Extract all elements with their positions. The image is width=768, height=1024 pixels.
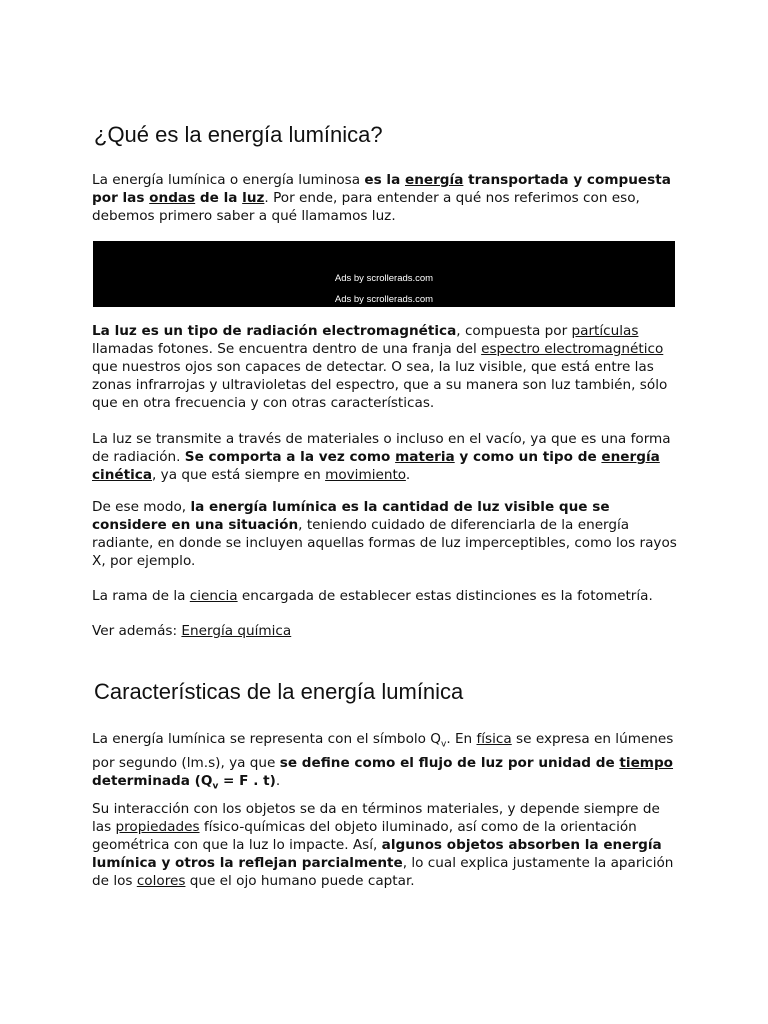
paragraph-text: . xyxy=(275,772,281,789)
paragraph-text: encargada de establecer estas distinciones es la fotometría. xyxy=(237,588,653,604)
paragraph-radiation xyxy=(92,322,682,412)
bold-text: transportada y compuesta por las xyxy=(92,172,671,206)
section-heading-caracteristicas: Características de la energía lumínica xyxy=(94,679,464,704)
paragraph-text: , teniendo cuidado de diferenciarla de la energía radiante, en donde se incluyen aquellas formas de luz imperceptibles, como los rayos X, por ejemplo. xyxy=(92,517,677,569)
link-espectro-electromagnetico[interactable]: espectro electromagnético xyxy=(481,341,664,357)
paragraph-text: físico-químicas del objeto iluminado, así como de la orientación geométrica con que la luz lo impacte. Así, xyxy=(92,819,637,853)
link-energia[interactable]: energía xyxy=(404,172,464,188)
paragraph-text: La energía lumínica o energía luminosa xyxy=(92,172,365,188)
link-ondas[interactable]: ondas xyxy=(149,190,196,206)
bold-text: Se comporta a la vez como xyxy=(184,449,396,465)
subscript-v: v xyxy=(212,781,219,792)
section-heading-que-es: ¿Qué es la energía lumínica? xyxy=(94,122,383,147)
paragraph-text: La luz se transmite a través de materiales o incluso en el vacío, ya que es una forma de radiación. xyxy=(92,431,671,465)
paragraph-definition xyxy=(92,171,682,225)
paragraph-text: Ver además: xyxy=(92,623,182,639)
link-colores[interactable]: colores xyxy=(136,873,186,889)
bold-text: y como un tipo de xyxy=(454,449,602,465)
paragraph-text: , lo cual explica justamente la aparición de los xyxy=(92,855,674,889)
link-fisica[interactable]: física xyxy=(476,731,512,747)
paragraph-text: que nuestros ojos son capaces de detectar. O sea, la luz visible, que está entre las zonas infrarrojas y ultravioletas del espectro, que a su manera son luz también, sólo que en otra frecuencia y con otras características. xyxy=(92,359,668,411)
paragraph-see-also xyxy=(92,622,682,640)
link-materia[interactable]: materia xyxy=(395,449,455,465)
bold-text: algunos objetos absorben la energía lumínica y otros la reflejan parcialmente xyxy=(92,837,662,871)
paragraph-text: . xyxy=(405,467,411,483)
paragraph-symbol xyxy=(92,730,682,795)
link-tiempo[interactable]: tiempo xyxy=(619,754,674,771)
bold-text: determinada (Q xyxy=(92,772,213,789)
paragraph-text: que el ojo humano puede captar. xyxy=(185,873,415,889)
paragraph-text: se expresa en lúmenes por segundo (lm.s), ya que xyxy=(92,731,674,771)
paragraph-interaction xyxy=(92,800,682,890)
bold-text: La luz es un tipo de radiación electromagnética xyxy=(92,323,457,339)
paragraph-text: , ya que está siempre en xyxy=(152,467,326,483)
link-luz[interactable]: luz xyxy=(242,190,265,206)
paragraph-text: llamadas fotones. Se encuentra dentro de una franja del xyxy=(92,341,482,357)
paragraph-text: , compuesta por xyxy=(456,323,572,339)
ad-banner[interactable] xyxy=(93,241,675,307)
paragraph-text: . Por ende, para entender a qué nos referimos con eso, debemos primero saber a qué llamamos luz. xyxy=(92,190,640,224)
link-ciencia[interactable]: ciencia xyxy=(189,588,238,604)
link-energia-quimica[interactable]: Energía química xyxy=(181,623,292,639)
link-propiedades[interactable]: propiedades xyxy=(115,819,200,835)
paragraph-text: La energía lumínica se representa con el símbolo Q xyxy=(92,731,441,747)
paragraph-text: La rama de la xyxy=(92,588,190,604)
ad-label: Ads by scrollerads.com xyxy=(334,273,434,284)
paragraph-text: De ese modo, xyxy=(92,499,191,515)
bold-text: de la xyxy=(195,190,243,206)
link-particulas[interactable]: partículas xyxy=(571,323,639,339)
bold-text: se define como el flujo de luz por unidad de xyxy=(279,754,620,771)
paragraph-text: . En xyxy=(446,731,477,747)
link-energia-cinetica[interactable]: energía cinética xyxy=(92,449,660,483)
subscript-v: v xyxy=(441,739,447,750)
ad-label: Ads by scrollerads.com xyxy=(334,294,434,305)
paragraph-quantity xyxy=(92,498,682,570)
bold-text: la energía lumínica es la cantidad de luz visible que se considere en una situación xyxy=(92,499,610,533)
bold-text: = F . t) xyxy=(218,772,276,789)
bold-text: es la xyxy=(364,172,405,188)
link-movimiento[interactable]: movimiento xyxy=(325,467,406,483)
paragraph-photometry xyxy=(92,587,682,605)
paragraph-text: Su interacción con los objetos se da en términos materiales, y depende siempre de las xyxy=(92,801,660,835)
paragraph-transmission xyxy=(92,430,682,484)
